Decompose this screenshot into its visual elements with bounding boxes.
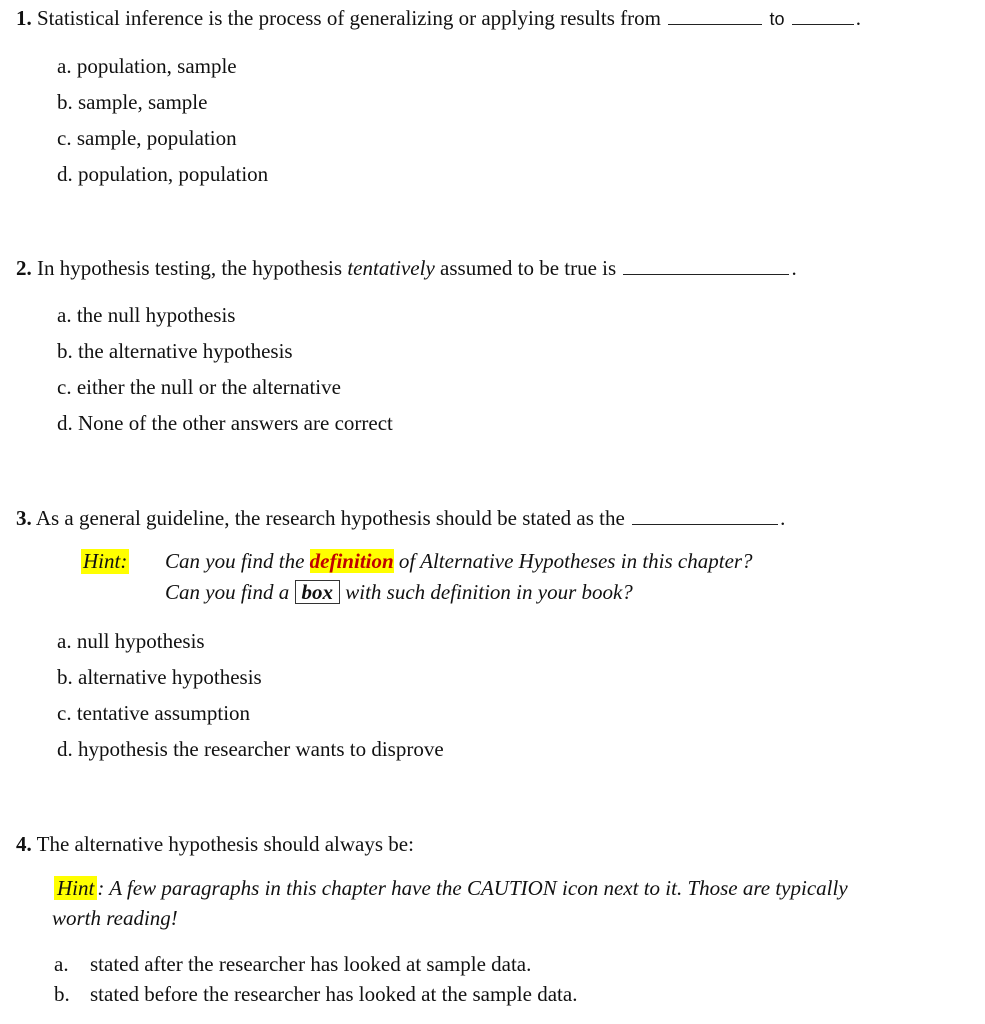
option-text: stated after the researcher has looked at sample data. xyxy=(90,952,532,976)
period: . xyxy=(780,506,786,530)
period: . xyxy=(791,256,797,280)
option-a[interactable]: a. null hypothesis xyxy=(57,629,205,653)
option-b[interactable]: b. the alternative hypothesis xyxy=(57,339,293,363)
hint-colon: : xyxy=(97,876,105,900)
question-text: In hypothesis testing, the hypothesis xyxy=(37,256,343,280)
option-c[interactable]: c. either the null or the alternative xyxy=(57,375,341,399)
option-a[interactable]: a. population, sample xyxy=(57,54,237,78)
answer-blank xyxy=(623,273,789,275)
hint-text: Can you find a xyxy=(165,580,290,604)
question-text-italic: tentatively xyxy=(347,256,435,280)
question-text: The alternative hypothesis should always be: xyxy=(36,832,414,856)
option-d[interactable]: d. None of the other answers are correct xyxy=(57,411,393,435)
hint-label: Hint xyxy=(54,876,97,900)
question-number: 2. xyxy=(16,256,32,280)
hint-text: with such definition in your book? xyxy=(345,580,633,604)
question-number: 4. xyxy=(16,832,32,856)
option-b[interactable]: b. alternative hypothesis xyxy=(57,665,262,689)
question-3 xyxy=(16,506,785,531)
question-text: Statistical inference is the process of generalizing or applying results from xyxy=(37,6,661,30)
hint-text: Can you find the xyxy=(165,549,305,573)
question-2 xyxy=(16,256,797,281)
option-d[interactable]: d. hypothesis the researcher wants to disprove xyxy=(57,737,444,761)
answer-blank xyxy=(668,23,762,25)
option-a[interactable] xyxy=(54,952,531,977)
hint-line-2 xyxy=(165,580,633,605)
hint-line-1 xyxy=(165,549,753,574)
highlighted-definition: definition xyxy=(309,549,394,573)
question-text-to: to xyxy=(769,9,785,29)
option-b[interactable] xyxy=(54,982,577,1007)
hint-line-1 xyxy=(54,876,848,901)
answer-blank xyxy=(792,23,854,25)
period: . xyxy=(855,6,861,30)
question-1 xyxy=(16,6,861,31)
option-letter: a. xyxy=(54,952,69,976)
option-a[interactable]: a. the null hypothesis xyxy=(57,303,236,327)
question-4 xyxy=(16,832,414,857)
question-text: assumed to be true is xyxy=(440,256,617,280)
hint-line-2: worth reading! xyxy=(52,906,178,930)
boxed-word: box xyxy=(295,580,341,604)
option-c[interactable]: c. sample, population xyxy=(57,126,237,150)
question-number: 1. xyxy=(16,6,32,30)
hint-label: Hint: xyxy=(83,549,128,573)
hint-text: of Alternative Hypotheses in this chapter? xyxy=(398,549,753,573)
option-c[interactable]: c. tentative assumption xyxy=(57,701,251,725)
hint-text: A few paragraphs in this chapter have the CAUTION icon next to it. Those are typically xyxy=(109,876,848,900)
option-text: stated before the researcher has looked at the sample data. xyxy=(90,982,578,1006)
option-d[interactable]: d. population, population xyxy=(57,162,269,186)
answer-blank xyxy=(632,523,778,525)
option-letter: b. xyxy=(54,982,70,1006)
question-number: 3. xyxy=(16,506,32,530)
question-text: As a general guideline, the research hypothesis should be stated as the xyxy=(35,506,625,530)
option-b[interactable]: b. sample, sample xyxy=(57,90,208,114)
